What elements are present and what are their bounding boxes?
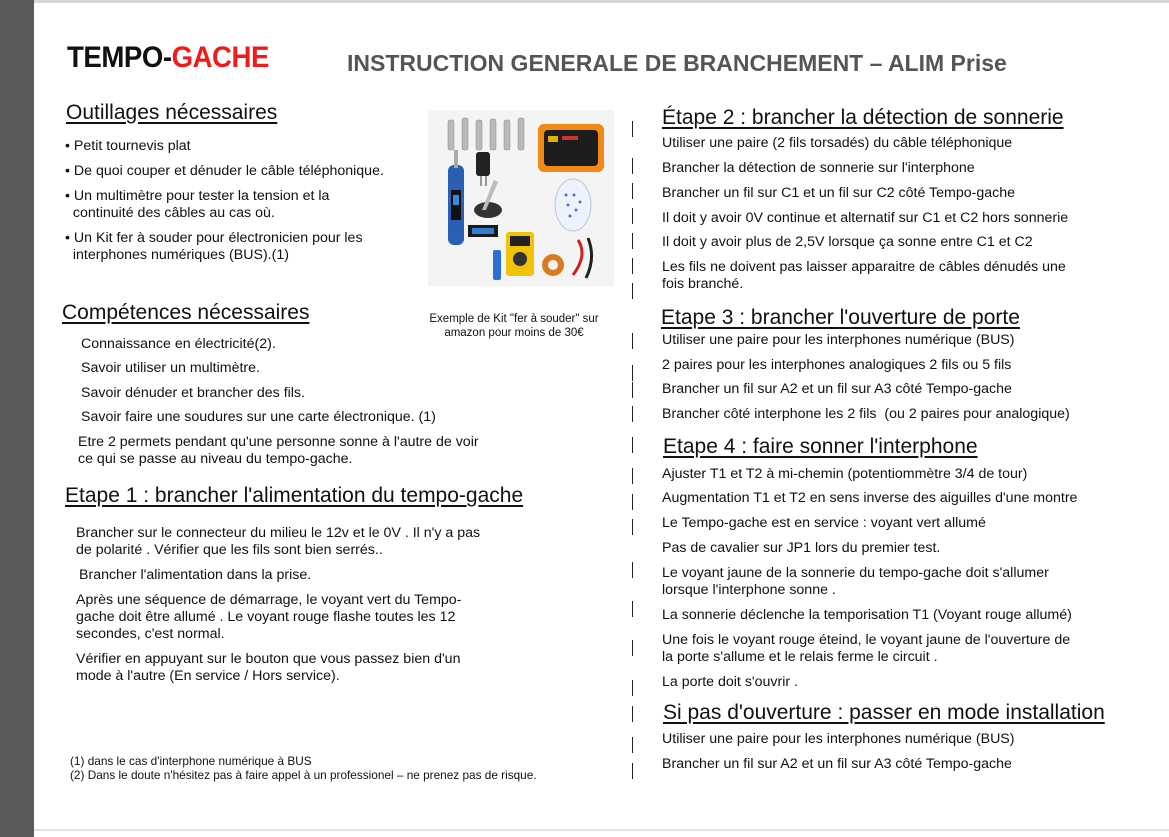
heading-etape-3: Etape 3 : brancher l'ouverture de porte xyxy=(661,306,1020,329)
column-separator-tick xyxy=(632,233,633,249)
competence-item-1: Connaissance en électricité(2). xyxy=(81,336,276,352)
etape3-item-3: Brancher un fil sur A2 et un fil sur A3 côté Tempo-gache xyxy=(662,381,1012,397)
etape2-item-6: Les fils ne doivent pas laisser apparaitre de câbles dénudés une fois branché. xyxy=(662,259,1066,292)
logo xyxy=(67,41,269,75)
column-separator-tick xyxy=(632,208,633,224)
column-separator-tick xyxy=(632,121,633,137)
etape4-item-6: La sonnerie déclenche la temporisation T1 (Voyant rouge allumé) xyxy=(662,607,1072,623)
column-separator-tick xyxy=(632,494,633,510)
etape4-item-7: Une fois le voyant rouge éteind, le voyant jaune de l'ouverture de la porte s'allume et le relais ferme le circuit . xyxy=(662,632,1071,665)
column-separator-tick xyxy=(632,601,633,617)
logo-part-tempo: TEMPO- xyxy=(67,41,172,74)
column-separator-tick xyxy=(632,333,633,349)
column-separator-tick xyxy=(632,258,633,274)
logo-part-gache: GACHE xyxy=(171,41,269,74)
etape3-item-4: Brancher côté interphone les 2 fils (ou 2 paires pour analogique) xyxy=(662,406,1070,422)
competence-item-4: Savoir faire une soudures sur une carte électronique. (1) xyxy=(81,409,436,425)
column-separator-tick xyxy=(632,737,633,753)
etape4-item-5: Le voyant jaune de la sonnerie du tempo-gache doit s'allumer lorsque l'interphone sonne . xyxy=(662,565,1049,598)
outillage-item-4: • Un Kit fer à souder pour électronicien pour les interphones numériques (BUS).(1) xyxy=(65,230,363,263)
left-margin-bar xyxy=(0,0,34,837)
etape2-item-1: Utiliser une paire (2 fils torsadés) du câble téléphonique xyxy=(662,135,1013,151)
etape4-item-4: Pas de cavalier sur JP1 lors du premier test. xyxy=(662,540,941,556)
column-separator-tick xyxy=(632,680,633,696)
column-separator-tick xyxy=(632,406,633,422)
page-title: INSTRUCTION GENERALE DE BRANCHEMENT – ALIM Prise xyxy=(347,50,1007,76)
column-separator-tick xyxy=(632,283,633,299)
installation-item-1: Utiliser une paire pour les interphones numérique (BUS) xyxy=(662,731,1015,747)
footnote-1: (1) dans le cas d'interphone numérique à BUS xyxy=(70,754,312,768)
footnote-2: (2) Dans le doute n'hésitez pas à faire appel à un professionel – ne prenez pas de risque. xyxy=(70,768,537,782)
outillage-item-2: • De quoi couper et dénuder le câble téléphonique. xyxy=(65,163,384,179)
column-separator-tick xyxy=(632,706,633,722)
etape4-item-3: Le Tempo-gache est en service : voyant vert allumé xyxy=(662,515,986,531)
etape1-item-1: Brancher sur le connecteur du milieu le 12v et le 0V . Il n'y a pas de polarité . Vérifier que les fils sont bien serrés.. xyxy=(76,525,481,558)
outillage-item-1: • Petit tournevis plat xyxy=(65,138,191,154)
column-separator-tick xyxy=(632,183,633,199)
column-separator-tick xyxy=(632,158,633,174)
outillage-item-3: • Un multimètre pour tester la tension et la continuité des câbles au cas où. xyxy=(65,188,330,221)
column-separator-tick xyxy=(632,562,633,578)
top-border xyxy=(34,0,1169,3)
kit-caption: Exemple de Kit "fer à souder" sur amazon pour moins de 30€ xyxy=(429,313,599,339)
etape2-item-2: Brancher la détection de sonnerie sur l'interphone xyxy=(662,160,975,176)
heading-competences: Compétences nécessaires xyxy=(62,301,310,324)
column-separator-tick xyxy=(632,519,633,535)
soldering-kit-illustration xyxy=(428,110,614,286)
etape4-item-1: Ajuster T1 et T2 à mi-chemin (potentiommètre 3/4 de tour) xyxy=(662,466,1028,482)
heading-etape-2: Étape 2 : brancher la détection de sonnerie xyxy=(662,106,1064,129)
column-separator-tick xyxy=(632,763,633,779)
column-separator-tick xyxy=(632,437,633,453)
soldering-kit-image xyxy=(428,110,614,286)
competence-item-5: Etre 2 permets pendant qu'une personne sonne à l'autre de voir ce qui se passe au niveau du tempo-gache. xyxy=(78,434,479,467)
etape3-item-2: 2 paires pour les interphones analogiques 2 fils ou 5 fils xyxy=(662,357,1012,373)
bottom-border xyxy=(34,829,1169,831)
column-separator-tick xyxy=(632,640,633,656)
etape3-item-1: Utiliser une paire pour les interphones numérique (BUS) xyxy=(662,332,1015,348)
competence-item-2: Savoir utiliser un multimètre. xyxy=(81,360,260,376)
column-separator-tick xyxy=(632,468,633,484)
etape1-item-4: Vérifier en appuyant sur le bouton que vous passez bien d'un mode à l'autre (En service / Hors service). xyxy=(76,651,461,684)
etape2-item-4: Il doit y avoir 0V continue et alternatif sur C1 et C2 hors sonnerie xyxy=(662,210,1069,226)
heading-etape-4: Etape 4 : faire sonner l'interphone xyxy=(663,435,978,458)
etape4-item-2: Augmentation T1 et T2 en sens inverse des aiguilles d'une montre xyxy=(662,490,1078,506)
column-separator-tick xyxy=(632,365,633,381)
etape4-item-8: La porte doit s'ouvrir . xyxy=(662,674,798,690)
heading-outillages: Outillages nécessaires xyxy=(66,101,278,124)
etape2-item-5: Il doit y avoir plus de 2,5V lorsque ça sonne entre C1 et C2 xyxy=(662,234,1033,250)
heading-etape-1: Etape 1 : brancher l'alimentation du tempo-gache xyxy=(65,484,524,507)
heading-installation: Si pas d'ouverture : passer en mode installation xyxy=(663,701,1105,724)
etape2-item-3: Brancher un fil sur C1 et un fil sur C2 côté Tempo-gache xyxy=(662,185,1016,201)
etape1-item-2: Brancher l'alimentation dans la prise. xyxy=(79,567,312,583)
column-separator-tick xyxy=(632,382,633,398)
competence-item-3: Savoir dénuder et brancher des fils. xyxy=(81,385,305,401)
installation-item-2: Brancher un fil sur A2 et un fil sur A3 côté Tempo-gache xyxy=(662,756,1012,772)
etape1-item-3: Après une séquence de démarrage, le voyant vert du Tempo- gache doit être allumé . Le voyant rouge flashe toutes les 12 secondes, c'est normal. xyxy=(76,592,462,642)
